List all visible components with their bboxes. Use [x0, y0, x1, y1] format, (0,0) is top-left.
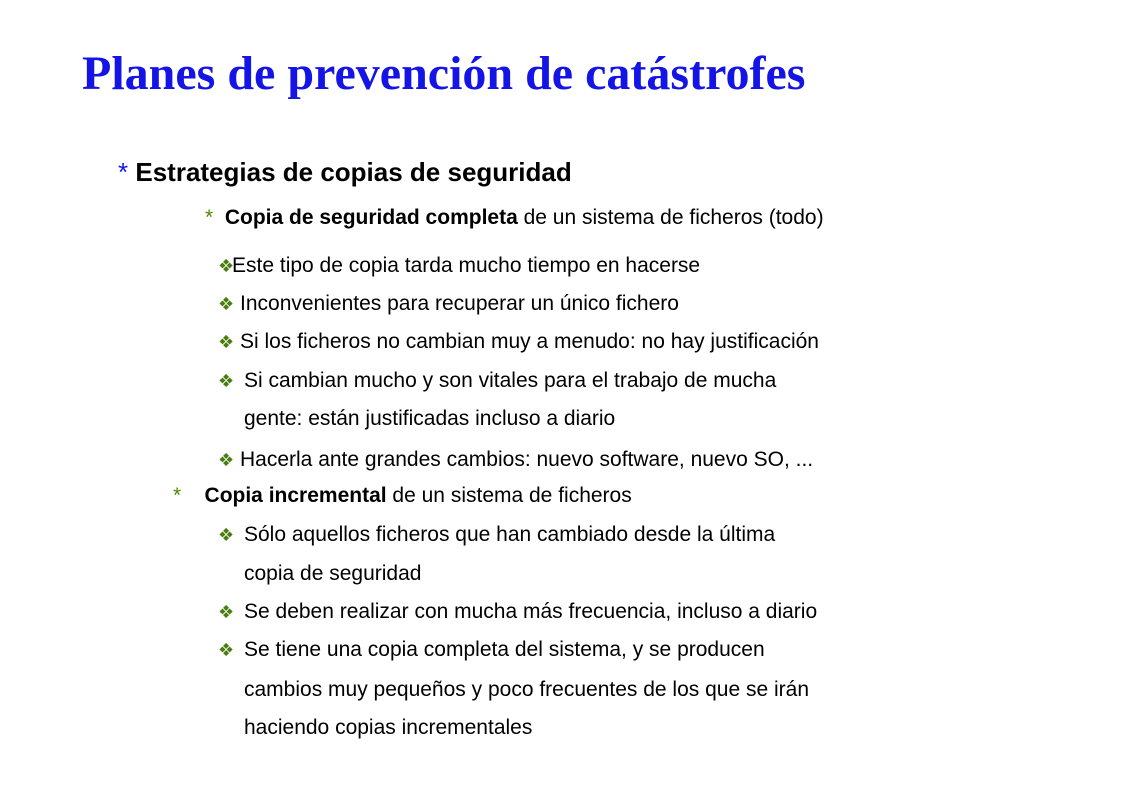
list-item-continuation: cambios muy pequeños y poco frecuentes de los que se irán — [244, 678, 810, 701]
section-full-backup — [205, 204, 824, 232]
list-item-continuation: haciendo copias incrementales — [244, 716, 533, 739]
diamond-bullet-icon: ❖ — [218, 332, 235, 352]
diamond-bullet-icon: ❖ — [218, 294, 235, 314]
heading-strategies — [118, 155, 572, 189]
list-item: ❖ Inconvenientes para recuperar un único fichero — [218, 290, 679, 318]
list-item-continuation: copia de seguridad — [244, 562, 422, 585]
list-item: ❖ Hacerla ante grandes cambios: nuevo software, nuevo SO, ... — [218, 446, 813, 474]
star-bullet-icon: * — [118, 157, 129, 187]
list-item: ❖ Se deben realizar con mucha más frecuencia, incluso a diario — [218, 598, 817, 626]
list-item: ❖ Sólo aquellos ficheros que han cambiado desde la última — [218, 521, 775, 549]
section-incremental-backup — [173, 482, 632, 510]
star-bullet-icon: * — [173, 484, 182, 507]
diamond-bullet-icon: ❖ — [218, 525, 235, 545]
section-bold: Copia incremental — [204, 484, 387, 507]
list-item-continuation: gente: están justificadas incluso a diario — [244, 407, 616, 430]
star-bullet-icon: * — [205, 206, 214, 229]
diamond-bullet-icon: ❖ — [218, 450, 235, 470]
diamond-bullet-icon: ❖ — [218, 256, 235, 276]
list-item: ❖Este tipo de copia tarda mucho tiempo en hacerse — [218, 252, 700, 280]
section-rest: de un sistema de ficheros (todo) — [517, 206, 824, 229]
diamond-bullet-icon: ❖ — [218, 371, 235, 391]
list-item: ❖ Si los ficheros no cambian muy a menudo: no hay justificación — [218, 328, 819, 356]
diamond-bullet-icon: ❖ — [218, 640, 235, 660]
diamond-bullet-icon: ❖ — [218, 602, 235, 622]
section-rest: de un sistema de ficheros — [386, 484, 632, 507]
page-title: Planes de prevención de catástrofes — [82, 47, 806, 100]
heading-text: Estrategias de copias de seguridad — [135, 157, 572, 187]
section-bold: Copia de seguridad completa — [224, 206, 518, 229]
list-item: ❖ Se tiene una copia completa del sistema, y se producen — [218, 636, 765, 664]
list-item: ❖ Si cambian mucho y son vitales para el trabajo de mucha — [218, 367, 776, 395]
